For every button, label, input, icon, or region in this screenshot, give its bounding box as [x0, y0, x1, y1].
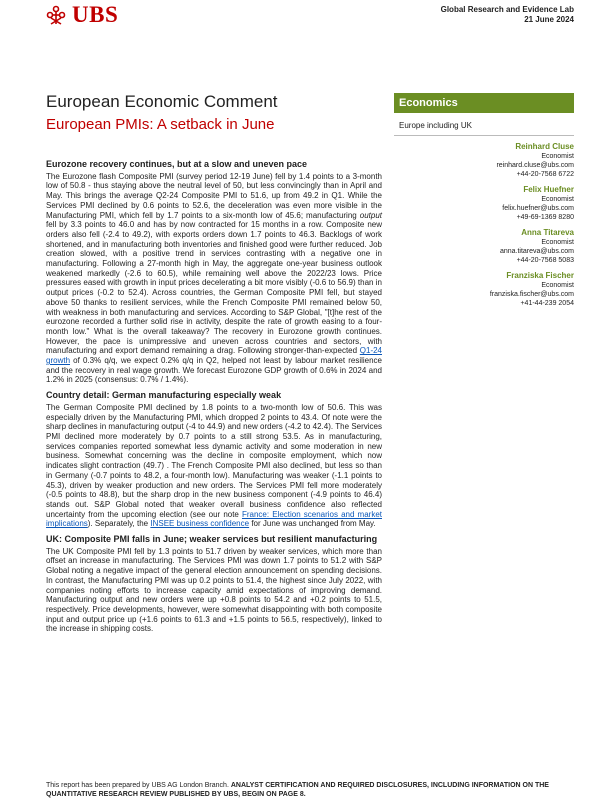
- section-heading-uk: UK: Composite PMI falls in June; weaker services but resilient manufacturing: [46, 534, 378, 545]
- author-email[interactable]: anna.titareva@ubs.com: [499, 248, 574, 255]
- paragraph-eurozone: The Eurozone flash Composite PMI (survey period 12-19 June) fell by 1.4 points to a 3-month low of 50.8 - thus staying above the neutral level of 50, but less convincingly than in April and May. This brings the average Q2-24 Composite PMI to 51.6, up from 49.2 in Q1. While the Services PMI declined by 0.6 points to 52.6, the deceleration was even more visible in the Manufacturing PMI, which fell by 1.7 points to a six-month low of 45.6; manufacturing output fell by 3.3 points to 46.0 and has by now contracted for 15 months in a row. Composite new orders also fell (-2.4 to 49.2), with exports orders down 1.7 points to 46.3. Backlogs of work shortened, and in manufacturing both inventories and finished good were further reduced. Job creation slowed, with a positive trend in services contrasting with a negative one in manufacturing. Following a 27-month high in May, the aggregate one-year business outlook weakened markedly (-2.6 to 60.5), while remaining well above the 2022/23 lows. Price pressures eased with growth in input prices decelerating a bit more visibly (-0.6 to 56.9) than in output prices (-0.2 to 52.4). Across countries, the German Composite PMI fell, but stayed above 50 thanks to resilient services, while the French Composite PMI remained below 50, with weakness in both manufacturing and services. According to S&P Global, "[t]he rest of the eurozone recorded a further solid rise in activity, despite the rate of growth easing to a four-month low." What is the overall takeaway? The recovery in Eurozone growth continues. However, the pace is unimpressive and uneven across countries and sectors, with manufacturing and export demand remaining a drag. Following stronger-than-expected Q1-24 growth of 0.3% q/q, we expect 0.2% q/q in Q2, helped not least by labour market resilience and the recovery in real wage growth. We forecast Eurozone GDP growth of 0.6% in 2024 and 1.2% in 2025 (consensus: 0.7% / 1.4%).: [46, 171, 382, 385]
- author-name: Reinhard Cluse: [515, 142, 574, 151]
- author-email[interactable]: felix.huefner@ubs.com: [502, 205, 574, 212]
- section-heading-country: Country detail: German manufacturing especially weak: [46, 390, 282, 401]
- link-insee-confidence[interactable]: INSEE business confidence: [150, 519, 250, 529]
- author-name: Felix Huefner: [523, 185, 574, 194]
- paragraph-country: The German Composite PMI declined by 1.8 points to a two-month low of 50.6. This was especially driven by the Manufacturing PMI, which dropped 2 points to 43.4. Of note were the sharp declines in manufacturing output (-4 to 44.9) and new orders (-4.2 to 42.4). The Services PMI declined more moderately by 0.7 points to a still strong 53.5. As in manufacturing, services companies reported somewhat less dynamic activity and some moderation in new business. Somewhat concerning was the decline in composite employment, which now indicates slight contraction (49.7) . The French Composite PMI also declined, but less so than in Germany (-0.7 points to 48.2, a four-month low). Manufacturing was weaker (-1.1 points to 45.3), driven by weaker production and new orders. The Services PMI fell more moderately (-0.5 points to 48.8), but the sharp drop in the new business component (-4.9 points to 46.4) stands out. S&P Global noted that weaker overall business confidence also reflected uncertainty from the upcoming election (see our note France: Election scenarios and market implications). Separately, the INSEE business confidence for June was unchanged from May.: [46, 402, 382, 529]
- author-phone: +44-20-7568 5083: [516, 257, 574, 264]
- author-card: [394, 142, 574, 179]
- category-header: Economics: [394, 93, 574, 113]
- author-list: [394, 136, 574, 308]
- page-title: European Economic Comment: [46, 92, 278, 111]
- sidebar: [394, 93, 574, 314]
- author-card: [394, 228, 574, 265]
- author-name: Franziska Fischer: [506, 271, 574, 280]
- article-body: [46, 160, 382, 640]
- ubs-keys-icon: [46, 5, 66, 25]
- region-label: Europe including UK: [394, 113, 574, 136]
- author-role: Economist: [541, 282, 574, 289]
- author-name: Anna Titareva: [521, 228, 574, 237]
- author-role: Economist: [541, 153, 574, 160]
- ubs-logo: [46, 2, 118, 28]
- research-unit: Global Research and Evidence Lab: [440, 5, 574, 14]
- section-heading-eurozone: Eurozone recovery continues, but at a slow and uneven pace: [46, 159, 308, 169]
- author-card: [394, 271, 574, 308]
- footer-disclosure: ANALYST CERTIFICATION AND REQUIRED DISCLOSURES, INCLUDING INFORMATION ON THE QUANTITATIVE RESEARCH REVIEW PUBLISHED BY UBS, BEGIN ON PAGE 8.: [46, 782, 549, 798]
- author-email[interactable]: franziska.fischer@ubs.com: [489, 291, 574, 298]
- paragraph-uk: The UK Composite PMI fell by 1.3 points to 51.7 driven by weaker services, which more than offset an increase in manufacturing. The Services PMI was down 1.7 points to 51.2 with S&P Global noting a negative impact of the general election announcement on spending decisions. In contrast, the Manufacturing PMI was up 0.2 points to 51.4, the highest since July 2022, with companies noting efforts to increase capacity amid expectations of improving demand. Manufacturing output and new orders were up +0.8 points to 54.2 and +0.2 points to 51.5, respectively. Price developments, however, were somewhat disappointing with both composite input and output price up (+1.6 points to 61.3 and +1.5 points to 56.5, respectively), linked to the increase in shipping costs.: [46, 546, 382, 634]
- author-phone: +44-20-7568 6722: [516, 171, 574, 178]
- author-role: Economist: [541, 196, 574, 203]
- link-france-election[interactable]: France: Election scenarios and market implications: [46, 509, 382, 529]
- footer-note: This report has been prepared by UBS AG London Branch.: [46, 782, 231, 789]
- author-phone: +49-69-1369 8280: [516, 214, 574, 221]
- page-subtitle: European PMIs: A setback in June: [46, 116, 275, 133]
- disclosure-footer: [46, 782, 576, 799]
- author-card: [394, 185, 574, 222]
- author-phone: +41-44-239 2054: [520, 300, 574, 307]
- report-date: 21 June 2024: [524, 15, 574, 24]
- link-q1-growth[interactable]: Q1-24 growth: [46, 346, 382, 366]
- report-header: [441, 5, 574, 25]
- ubs-logo-text: UBS: [72, 2, 119, 27]
- author-role: Economist: [541, 239, 574, 246]
- author-email[interactable]: reinhard.cluse@ubs.com: [496, 162, 574, 169]
